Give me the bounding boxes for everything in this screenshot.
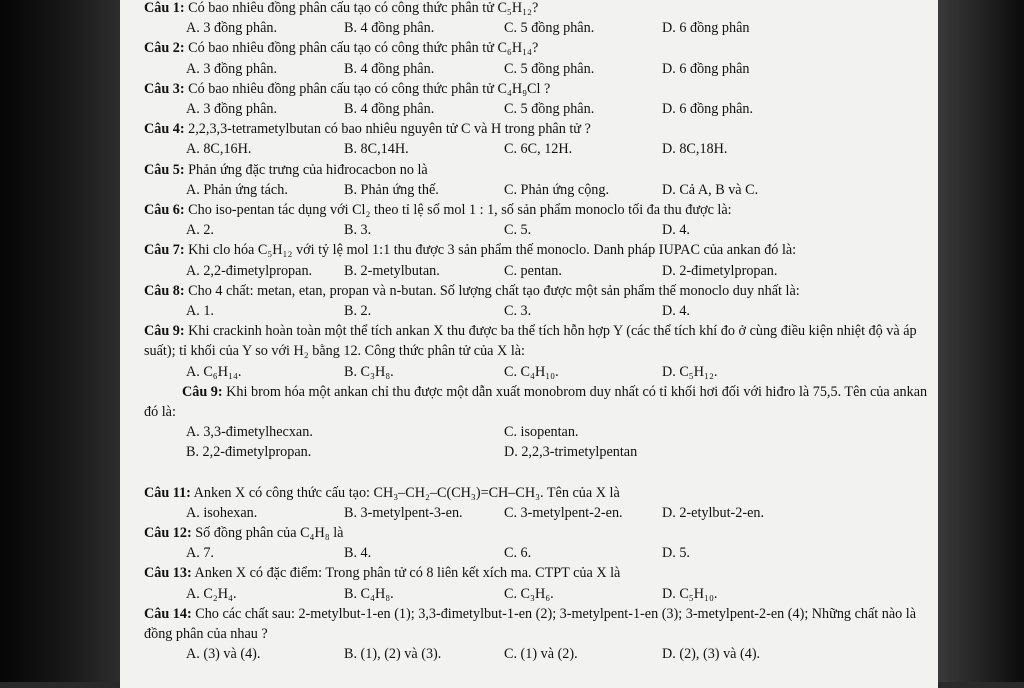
question-2 [144, 38, 932, 58]
question-7 [144, 240, 932, 260]
question-text: Anken X có đặc điểm: Trong phân tử có 8 liên kết xích ma. CTPT của X là [194, 565, 621, 582]
option-d: D. 2,2,3-trimetylpentan [504, 444, 638, 461]
option-c: C. (1) và (2). [504, 646, 578, 663]
question-9b [144, 382, 932, 422]
question-list [120, 0, 938, 665]
option-c: C. 5. [504, 222, 532, 239]
option-c: C. 6. [504, 545, 532, 562]
option-a: A. C₂H₄. [186, 585, 237, 602]
option-d: D. 8C,18H. [662, 141, 728, 158]
option-a: A. 3 đồng phân. [186, 60, 278, 77]
options-9 [144, 362, 932, 382]
option-b: B. 3. [344, 222, 372, 239]
option-b: B. Phản ứng thế. [344, 181, 439, 198]
option-b: B. 2,2-đimetylpropan. [186, 444, 312, 461]
option-b: B. 4 đồng phân. [344, 101, 435, 118]
question-label: Câu 8: [144, 282, 185, 299]
options-9b [144, 422, 932, 462]
question-text: Cho 4 chất: metan, etan, propan và n-butan. Số lượng chất tạo được một sản phẩm thế monoclo duy nhất là: [188, 282, 800, 299]
option-a: A. 3 đồng phân. [186, 20, 278, 37]
question-text: Số đồng phân của C₄H₈ là [195, 525, 344, 542]
option-a: A. 8C,16H. [186, 141, 252, 158]
question-label: Câu 12: [144, 525, 192, 542]
question-text: Có bao nhiêu đồng phân cấu tạo có công thức phân tử C₅H₁₂? [188, 0, 539, 16]
question-label: Câu 11: [144, 484, 191, 501]
spacer [144, 463, 932, 483]
option-a: A. (3) và (4). [186, 646, 261, 663]
option-d: D. (2), (3) và (4). [662, 646, 761, 663]
options-14 [144, 644, 932, 664]
option-b: B. (1), (2) và (3). [344, 646, 442, 663]
question-13 [144, 563, 932, 583]
option-a: A. 1. [186, 303, 214, 320]
option-d: D. C₅H₁₂. [662, 363, 718, 380]
document-page [120, 0, 938, 688]
options-3 [144, 99, 932, 119]
question-text: Có bao nhiêu đồng phân cấu tạo có công thức phân tử C₄H₉Cl ? [188, 80, 551, 97]
question-text: Khi clo hóa C₅H₁₂ với tỷ lệ mol 1:1 thu được 3 sản phẩm thế monoclo. Danh pháp IUPAC của ankan đó là: [188, 242, 797, 259]
question-1 [144, 0, 932, 18]
option-b: B. C₃H₈. [344, 363, 394, 380]
question-label: Câu 6: [144, 202, 185, 219]
option-c: C. Phản ứng cộng. [504, 181, 610, 198]
option-d: D. 6 đồng phân [662, 60, 750, 77]
question-label: Câu 2: [144, 40, 185, 57]
question-label: Câu 14: [144, 605, 192, 622]
question-8 [144, 281, 932, 301]
question-14 [144, 604, 932, 644]
question-3 [144, 79, 932, 99]
question-9 [144, 321, 932, 361]
option-b: B. 3-metylpent-3-en. [344, 504, 463, 521]
question-text: Phản ứng đặc trưng của hiđrocacbon no là [188, 161, 428, 178]
question-11 [144, 483, 932, 503]
options-11 [144, 503, 932, 523]
option-b: B. 4. [344, 545, 372, 562]
question-text: Có bao nhiêu đồng phân cấu tạo có công thức phân tử C₆H₁₄? [188, 40, 539, 57]
option-a: A. 7. [186, 545, 214, 562]
question-text: Cho iso-pentan tác dụng với Cl₂ theo tỉ lệ số mol 1 : 1, số sản phẩm monoclo tối đa thu được là: [188, 202, 732, 219]
question-label: Câu 7: [144, 242, 185, 259]
option-d: D. 4. [662, 222, 690, 239]
question-5 [144, 160, 932, 180]
question-label: Câu 5: [144, 161, 185, 178]
option-b: B. C₄H₈. [344, 585, 394, 602]
question-label: Câu 9: [182, 383, 223, 400]
options-5 [144, 180, 932, 200]
option-b: B. 2. [344, 303, 372, 320]
option-d: D. 2-etylbut-2-en. [662, 504, 765, 521]
question-label: Câu 3: [144, 80, 185, 97]
option-c: C. 6C, 12H. [504, 141, 573, 158]
option-c: C. 5 đồng phân. [504, 60, 595, 77]
option-d: D. Cả A, B và C. [662, 181, 759, 198]
right-dark-margin [938, 0, 1024, 682]
question-label: Câu 1: [144, 0, 185, 16]
option-a: A. Phản ứng tách. [186, 181, 288, 198]
options-12 [144, 543, 932, 563]
option-b: B. 4 đồng phân. [344, 60, 435, 77]
option-d: D. 5. [662, 545, 690, 562]
option-b: B. 8C,14H. [344, 141, 409, 158]
options-1 [144, 18, 932, 38]
options-8 [144, 301, 932, 321]
option-c: C. C₄H₁₀. [504, 363, 559, 380]
question-text: Anken X có công thức cấu tạo: CH₃–CH₂–C(CH₃)=CH–CH₃. Tên của X là [193, 484, 620, 501]
question-12 [144, 523, 932, 543]
option-c: C. 5 đồng phân. [504, 20, 595, 37]
option-d: D. 4. [662, 303, 690, 320]
question-label: Câu 13: [144, 565, 192, 582]
options-7 [144, 261, 932, 281]
option-a: A. 3 đồng phân. [186, 101, 278, 118]
option-c: C. 3-metylpent-2-en. [504, 504, 623, 521]
option-d: D. C₅H₁₀. [662, 585, 718, 602]
option-a: A. 2,2-đimetylpropan. [186, 262, 313, 279]
option-a: A. C₆H₁₄. [186, 363, 242, 380]
option-b: B. 2-metylbutan. [344, 262, 440, 279]
option-d: D. 6 đồng phân [662, 20, 750, 37]
option-c: C. 5 đồng phân. [504, 101, 595, 118]
option-b: B. 4 đồng phân. [344, 20, 435, 37]
options-6 [144, 220, 932, 240]
option-a: A. 3,3-đimetylhecxan. [186, 424, 313, 441]
option-c: C. isopentan. [504, 424, 579, 441]
option-a: A. isohexan. [186, 504, 258, 521]
question-label: Câu 4: [144, 121, 185, 138]
left-dark-margin [0, 0, 120, 682]
options-2 [144, 59, 932, 79]
option-c: C. 3. [504, 303, 532, 320]
option-d: D. 6 đồng phân. [662, 101, 754, 118]
option-c: C. C₃H₆. [504, 585, 554, 602]
option-c: C. pentan. [504, 262, 562, 279]
question-text: Cho các chất sau: 2-metylbut-1-en (1); 3,3-đimetylbut-1-en (2); 3-metylpent-1-en (3); 3-metylpent-2-en (4); Những chất nào là đồng phân của nhau ? [144, 605, 917, 643]
question-text: 2,2,3,3-tetrametylbutan có bao nhiêu nguyên tử C và H trong phân tử ? [188, 121, 591, 138]
options-13 [144, 584, 932, 604]
options-4 [144, 139, 932, 159]
question-6 [144, 200, 932, 220]
question-text: Khi brom hóa một ankan chỉ thu được một dẫn xuất monobrom duy nhất có tỉ khối hơi đối với hiđro là 75,5. Tên của ankan đó là: [144, 383, 928, 421]
option-a: A. 2. [186, 222, 214, 239]
option-d: D. 2-đimetylpropan. [662, 262, 778, 279]
question-label: Câu 9: [144, 323, 185, 340]
question-text: Khi crackinh hoàn toàn một thể tích ankan X thu được ba thể tích hỗn hợp Y (các thể tích khí đo ở cùng điều kiện nhiệt độ và áp suất); tỉ khối của Y so với H₂ bằng 12. Công thức phân tử của X là: [144, 323, 917, 360]
question-4 [144, 119, 932, 139]
